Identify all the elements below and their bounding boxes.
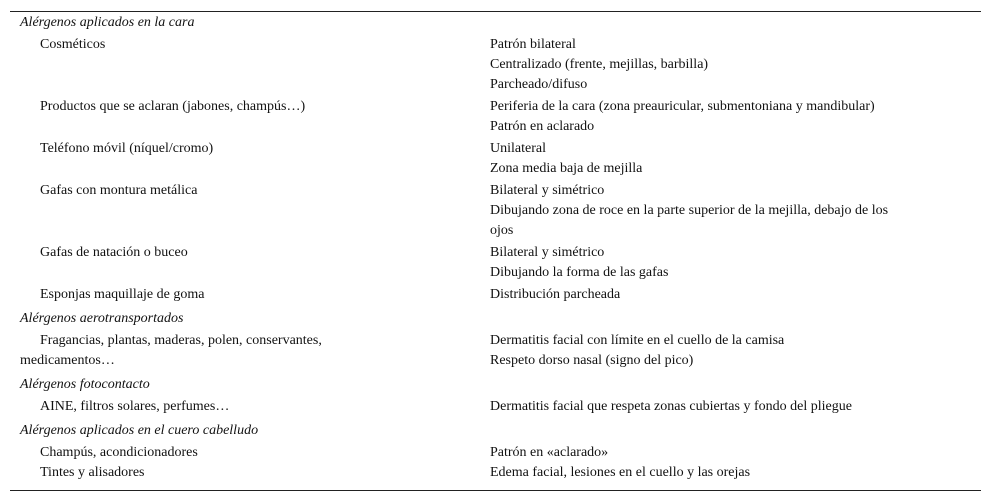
row-fragancias-pattern: Dermatitis facial con límite en el cuello de la camisa	[490, 333, 785, 348]
row-gafas-metal-pattern: ojos	[490, 223, 514, 238]
row-cosmeticos-pattern: Patrón bilateral	[490, 37, 576, 52]
row-productos-label: Productos que se aclaran (jabones, champús…)	[40, 99, 306, 114]
row-gafas-metal-label: Gafas con montura metálica	[40, 183, 198, 198]
row-aine-pattern: Dermatitis facial que respeta zonas cubiertas y fondo del pliegue	[490, 399, 852, 414]
allergen-table	[10, 11, 981, 491]
row-aine-label: AINE, filtros solares, perfumes…	[40, 399, 230, 414]
row-telefono-label: Teléfono móvil (níquel/cromo)	[40, 141, 214, 156]
row-gafas-metal-pattern: Dibujando zona de roce en la parte superior de la mejilla, debajo de los	[490, 203, 889, 218]
row-telefono-pattern: Unilateral	[490, 141, 546, 156]
category-cara: Alérgenos aplicados en la cara	[20, 15, 195, 30]
row-cosmeticos-label: Cosméticos	[40, 37, 106, 52]
row-fragancias-label: medicamentos…	[20, 353, 115, 368]
row-productos-pattern: Patrón en aclarado	[490, 119, 595, 134]
row-telefono-pattern: Zona media baja de mejilla	[490, 161, 643, 176]
row-productos-pattern: Periferia de la cara (zona preauricular, submentoniana y mandibular)	[490, 99, 875, 114]
category-aerotransportados: Alérgenos aerotransportados	[20, 311, 184, 326]
row-champus-label: Champús, acondicionadores	[40, 445, 198, 460]
row-cosmeticos-pattern: Centralizado (frente, mejillas, barbilla)	[490, 57, 709, 72]
row-fragancias-label: Fragancias, plantas, maderas, polen, conservantes,	[40, 333, 322, 348]
row-esponjas-label: Esponjas maquillaje de goma	[40, 287, 205, 302]
row-tintes-pattern: Edema facial, lesiones en el cuello y las orejas	[490, 465, 751, 480]
row-tintes-label: Tintes y alisadores	[40, 465, 145, 480]
row-gafas-natacion-pattern: Bilateral y simétrico	[490, 245, 605, 260]
row-fragancias-pattern: Respeto dorso nasal (signo del pico)	[490, 353, 694, 368]
row-cosmeticos-pattern: Parcheado/difuso	[490, 77, 588, 92]
row-esponjas-pattern: Distribución parcheada	[490, 287, 621, 302]
category-cuero-cabelludo: Alérgenos aplicados en el cuero cabelludo	[20, 423, 259, 438]
category-fotocontacto: Alérgenos fotocontacto	[20, 377, 150, 392]
row-champus-pattern: Patrón en «aclarado»	[490, 445, 609, 460]
row-gafas-metal-pattern: Bilateral y simétrico	[490, 183, 605, 198]
row-gafas-natacion-label: Gafas de natación o buceo	[40, 245, 188, 260]
row-gafas-natacion-pattern: Dibujando la forma de las gafas	[490, 265, 669, 280]
